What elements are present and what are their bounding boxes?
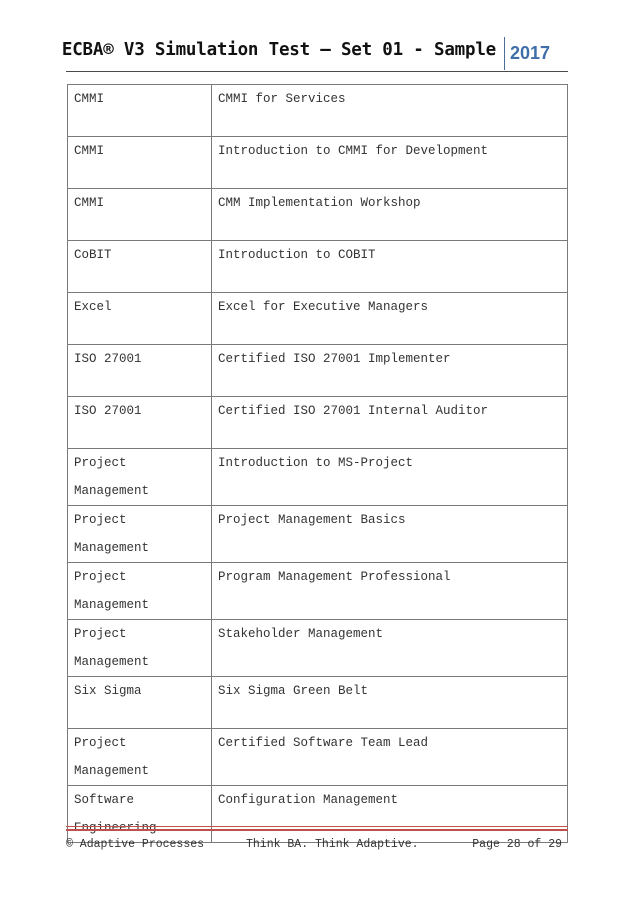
table-row (68, 449, 568, 506)
course-cell: Certified ISO 27001 Implementer (212, 345, 568, 397)
table-row (68, 677, 568, 729)
topic-cell: Project Management (68, 563, 212, 620)
table-row (68, 85, 568, 137)
topic-cell: ISO 27001 (68, 397, 212, 449)
footer-divider (66, 826, 568, 827)
header-divider (66, 71, 568, 72)
table-row (68, 397, 568, 449)
table-row (68, 137, 568, 189)
course-cell: CMMI for Services (212, 85, 568, 137)
footer-divider-thick (66, 829, 568, 831)
footer-page-number: Page 28 of 29 (472, 838, 562, 851)
course-table (67, 84, 568, 843)
document-year: 2017 (504, 37, 550, 70)
table-row (68, 563, 568, 620)
course-cell: Configuration Management (212, 786, 568, 843)
footer-tagline: Think BA. Think Adaptive. (246, 838, 419, 851)
course-cell: Program Management Professional (212, 563, 568, 620)
document-title: ECBA® V3 Simulation Test – Set 01 - Sample (61, 40, 496, 60)
topic-cell: CMMI (68, 137, 212, 189)
course-cell: Excel for Executive Managers (212, 293, 568, 345)
topic-cell: ISO 27001 (68, 345, 212, 397)
topic-cell: Excel (68, 293, 212, 345)
course-cell: Introduction to CMMI for Development (212, 137, 568, 189)
course-cell: Introduction to MS-Project (212, 449, 568, 506)
table-row (68, 729, 568, 786)
topic-cell: Six Sigma (68, 677, 212, 729)
topic-cell: Project Management (68, 449, 212, 506)
course-cell: Project Management Basics (212, 506, 568, 563)
topic-cell: Software Engineering (68, 786, 212, 843)
page-footer (66, 826, 568, 856)
topic-cell: Project Management (68, 620, 212, 677)
table-row (68, 620, 568, 677)
topic-cell: CMMI (68, 85, 212, 137)
footer-copyright: © Adaptive Processes (66, 838, 205, 851)
course-cell: Certified ISO 27001 Internal Auditor (212, 397, 568, 449)
course-cell: Stakeholder Management (212, 620, 568, 677)
course-cell: Introduction to COBIT (212, 241, 568, 293)
table-row (68, 293, 568, 345)
table-row (68, 345, 568, 397)
page-header (61, 36, 568, 72)
course-cell: CMM Implementation Workshop (212, 189, 568, 241)
topic-cell: CMMI (68, 189, 212, 241)
table-row (68, 241, 568, 293)
course-cell: Certified Software Team Lead (212, 729, 568, 786)
topic-cell: Project Management (68, 729, 212, 786)
table-row (68, 189, 568, 241)
course-cell: Six Sigma Green Belt (212, 677, 568, 729)
topic-cell: CoBIT (68, 241, 212, 293)
topic-cell: Project Management (68, 506, 212, 563)
table-row (68, 506, 568, 563)
